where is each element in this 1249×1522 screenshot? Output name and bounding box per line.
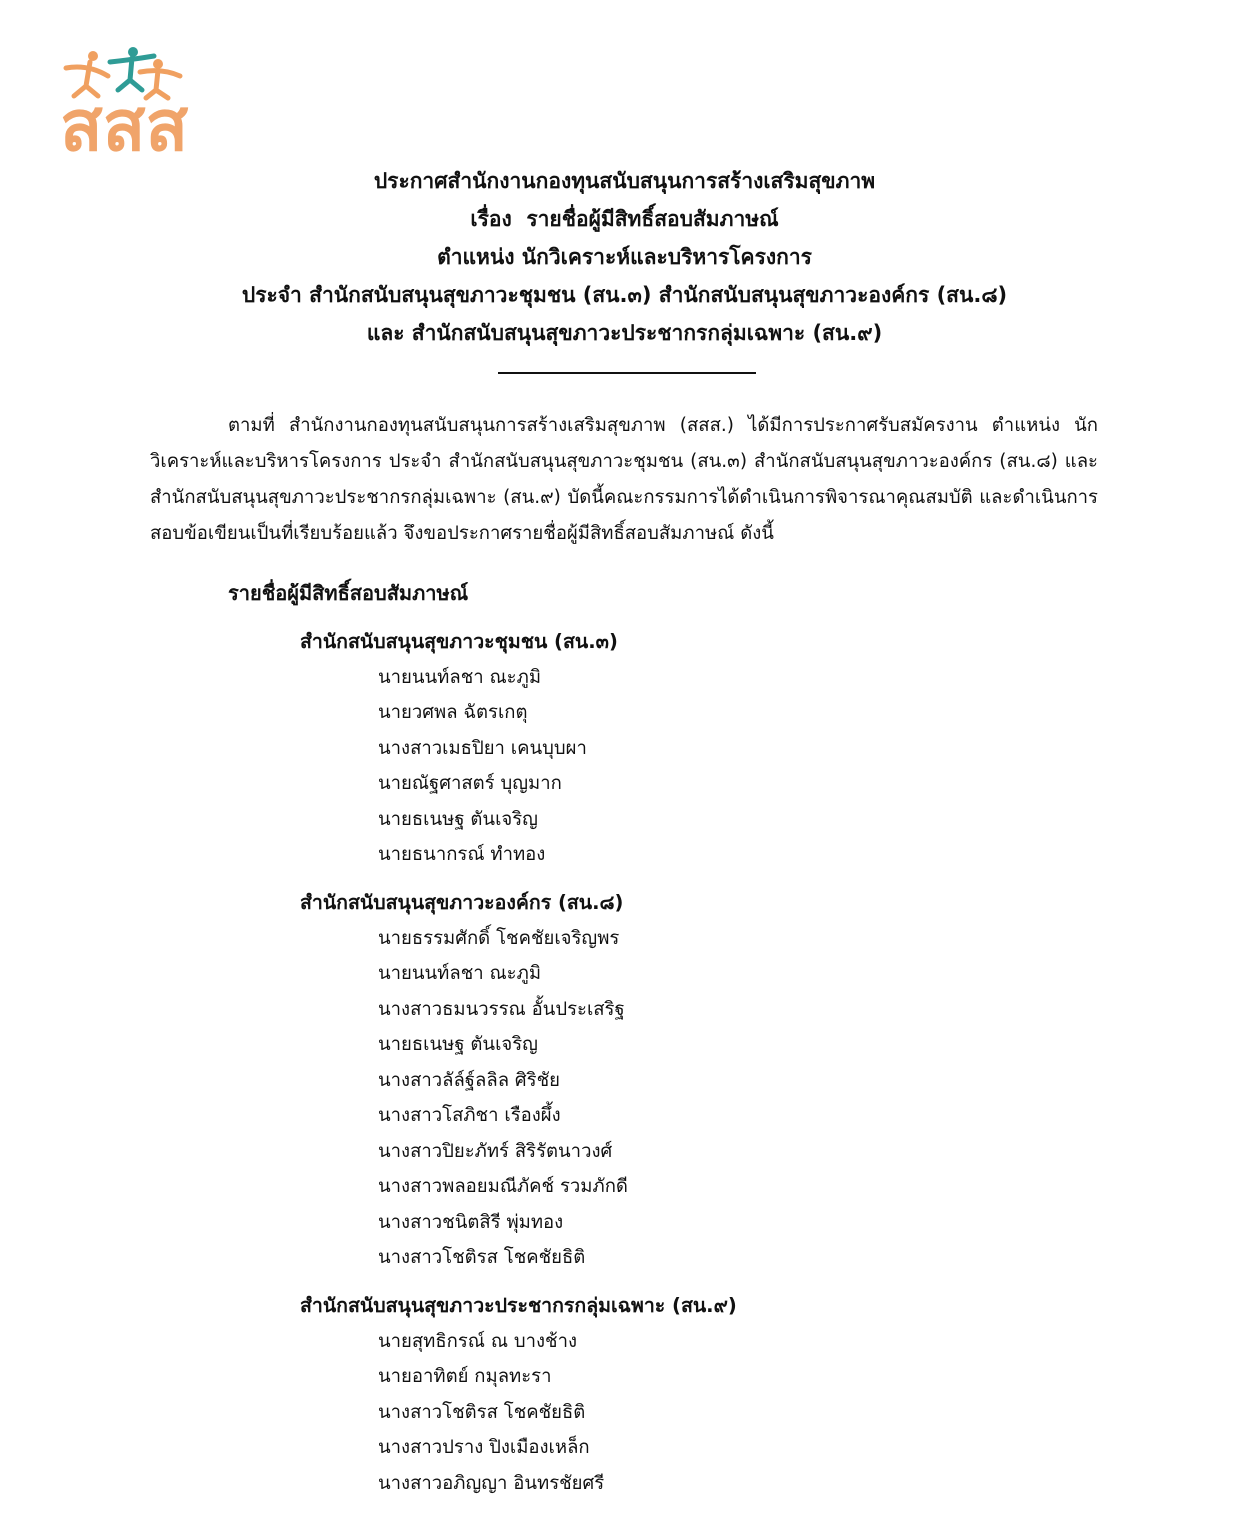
section-community-health xyxy=(300,624,1100,873)
thaihealth-logo xyxy=(58,46,228,156)
candidate-name: นางสาวลัล์ฐ์ลลิล ศิริชัย xyxy=(378,1069,560,1091)
candidate-name: นายวศพล ฉัตรเกตุ xyxy=(378,702,528,723)
candidate-name: นายอาทิตย์ กมุลทะรา xyxy=(378,1366,552,1387)
header-line-4: ประจำ สำนักสนับสนุนสุขภาวะชุมชน (สน.๓) สำนักสนับสนุนสุขภาวะองค์กร (สน.๘) xyxy=(241,283,1008,307)
candidate-list-heading: รายชื่อผู้มีสิทธิ์สอบสัมภาษณ์ xyxy=(228,581,469,605)
section-title: สำนักสนับสนุนสุขภาวะองค์กร (สน.๘) xyxy=(300,891,624,914)
candidate-list xyxy=(300,1324,1100,1502)
candidate-name: นายสุทธิกรณ์ ณ บางช้าง xyxy=(378,1330,578,1352)
section-title: สำนักสนับสนุนสุขภาวะชุมชน (สน.๓) xyxy=(300,630,618,653)
candidate-name: นางสาวชนิตสิรี พุ่มทอง xyxy=(378,1211,564,1233)
candidate-name: นางสาวปิยะภัทร์ สิริรัตนาวงศ์ xyxy=(378,1140,613,1162)
candidate-name: นายธเนษฐ ตันเจริญ xyxy=(378,808,538,830)
candidate-name: นางสาวธมนวรรณ อั้นประเสริฐ xyxy=(378,998,625,1020)
candidate-name: นายธนากรณ์ ทำทอง xyxy=(378,844,546,865)
candidate-name: นายธรรมศักดิ์ โชคชัยเจริญพร xyxy=(378,927,620,949)
candidate-name: นางสาวอภิญญา อินทรชัยศรี xyxy=(378,1472,605,1494)
section-title: สำนักสนับสนุนสุขภาวะประชากรกลุ่มเฉพาะ (สน.๙) xyxy=(300,1294,737,1317)
header-line-3: ตำแหน่ง นักวิเคราะห์และบริหารโครงการ xyxy=(437,245,812,269)
candidate-list xyxy=(300,660,1100,873)
candidate-list xyxy=(300,921,1100,1276)
candidate-name: นางสาวโชติรส โชคชัยธิติ xyxy=(378,1401,586,1423)
header-line-1: ประกาศสำนักงานกองทุนสนับสนุนการสร้างเสริมสุขภาพ xyxy=(373,169,876,193)
candidate-name: นางสาวโสภิชา เรืองผึ้ง xyxy=(378,1105,561,1126)
header-line-5: และ สำนักสนับสนุนสุขภาวะประชากรกลุ่มเฉพาะ (สน.๙) xyxy=(366,321,883,345)
candidate-name: นายนนท์ลชา ณะภูมิ xyxy=(378,666,542,688)
candidate-name: นายนนท์ลชา ณะภูมิ xyxy=(378,963,542,984)
header-divider xyxy=(498,372,756,374)
section-organization-health xyxy=(300,885,1100,1276)
candidate-name: นางสาวพลอยมณีภัคช์ รวมภักดี xyxy=(378,1176,628,1197)
header-line-2: เรื่อง รายชื่อผู้มีสิทธิ์สอบสัมภาษณ์ xyxy=(470,207,779,231)
candidate-name: นางสาวปราง ปิงเมืองเหล็ก xyxy=(378,1437,590,1458)
announcement-header xyxy=(0,162,1249,352)
logo-text: สสส xyxy=(60,85,189,156)
thaihealth-logo-graphic xyxy=(58,46,228,156)
intro-paragraph: ตามที่ สำนักงานกองทุนสนับสนุนการสร้างเสริมสุขภาพ (สสส.) ได้มีการประกาศรับสมัครงาน ตำแหน่ง นักวิเคราะห์และบริหารโครงการ ประจำ สำนักสนับสนุนสุขภาวะชุมชน (สน.๓) สำนักสนับสนุนสุขภาวะองค์กร (สน.๘) และสำนักสนับสนุนสุขภาวะประชากรกลุ่มเฉพาะ (สน.๙) บัดนี้คณะกรรมการได้ดำเนินการพิจารณาคุณสมบัติ และดำเนินการสอบข้อเขียนเป็นที่เรียบร้อยแล้ว จึงขอประกาศรายชื่อผู้มีสิทธิ์สอบสัมภาษณ์ ดังนี้ xyxy=(150,415,1098,544)
candidate-name: นายธเนษฐ ตันเจริญ xyxy=(378,1034,538,1055)
candidate-name: นายณัฐศาสตร์ บุญมาก xyxy=(378,773,562,794)
candidate-name: นางสาวเมธปิยา เคนบุบผา xyxy=(378,737,587,759)
candidate-name: นางสาวโชติรส โชคชัยธิติ xyxy=(378,1247,586,1268)
section-specific-population-health xyxy=(300,1288,1100,1501)
